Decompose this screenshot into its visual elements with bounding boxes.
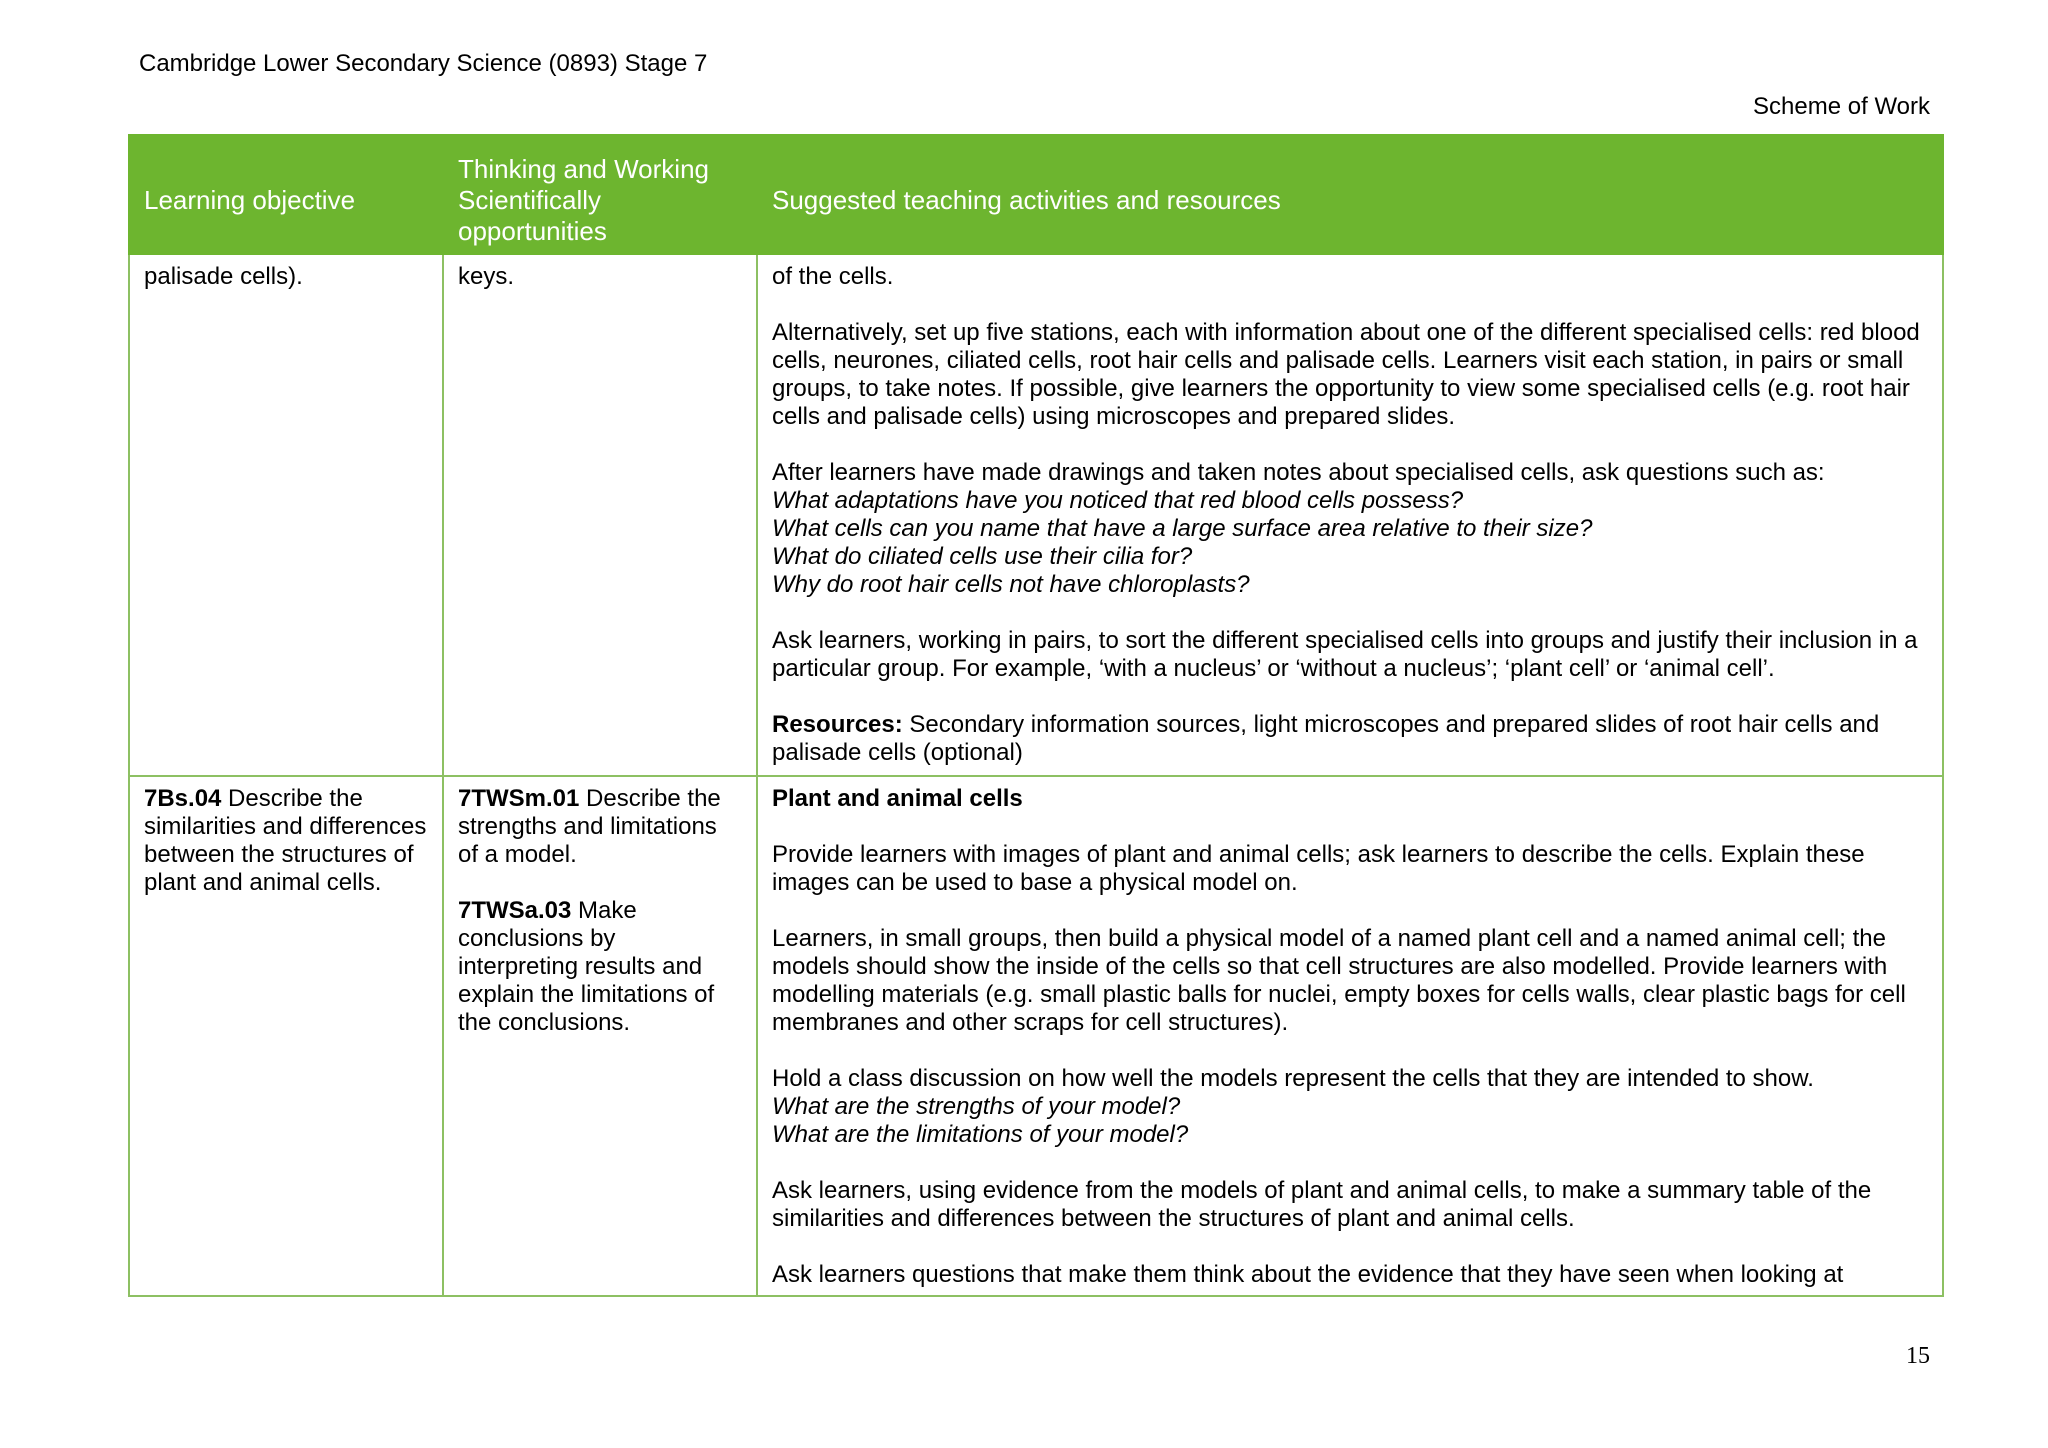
resources-paragraph	[772, 711, 1928, 767]
table-row	[129, 254, 1943, 776]
column-header-activities: Suggested teaching activities and resources	[757, 135, 1943, 254]
table-row	[129, 776, 1943, 1296]
twso-code: 7TWSa.03	[458, 897, 572, 924]
learning-objective-cell	[129, 254, 443, 776]
column-header-learning-objective: Learning objective	[129, 135, 443, 254]
activity-paragraph: Alternatively, set up five stations, each with information about one of the different specialised cells: red blood cells, neurones, ciliated cells, root hair cells and palisade cells. Learners visit each station, in pairs or small groups, to take notes. If possible, give learners the opportunity to view some specialised cells (e.g. root hair cells and palisade cells) using microscopes and prepared slides.	[772, 319, 1920, 430]
table-header-row	[129, 135, 1943, 254]
activity-paragraph: Ask learners, working in pairs, to sort the different specialised cells into groups and justify their inclusion in a particular group. For example, ‘with a nucleus’ or ‘without a nucleus’; ‘plant cell’ or ‘animal cell’.	[772, 627, 1918, 682]
discussion-question: What do ciliated cells use their cilia for?	[772, 543, 1193, 570]
discussion-question: What cells can you name that have a large surface area relative to their size?	[772, 515, 1593, 542]
discussion-question: What are the limitations of your model?	[772, 1121, 1189, 1148]
activity-question-block	[772, 1065, 1928, 1149]
page-number: 15	[1906, 1343, 1930, 1369]
activity-paragraph: Hold a class discussion on how well the models represent the cells that they are intended to show.	[772, 1065, 1814, 1092]
activities-cell	[757, 254, 1943, 776]
learning-objective-cell	[129, 776, 443, 1296]
twso-code: 7TWSm.01	[458, 785, 580, 812]
learning-objective-text: palisade cells).	[144, 263, 303, 290]
activities-cell	[757, 776, 1943, 1296]
activity-heading	[772, 785, 1928, 813]
activity-heading-text: Plant and animal cells	[772, 785, 1023, 812]
activity-question-block	[772, 459, 1928, 599]
resources-text: Secondary information sources, light microscopes and prepared slides of root hair cells and palisade cells (optional)	[772, 711, 1880, 766]
learning-objective-text: Describe the similarities and differences between the structures of plant and animal cells.	[144, 785, 427, 896]
twso-text: Make conclusions by interpreting results and explain the limitations of the conclusions.	[458, 897, 715, 1036]
twso-cell	[443, 776, 757, 1296]
twso-item	[458, 785, 742, 869]
scheme-of-work-table	[128, 134, 1942, 1297]
discussion-question: What adaptations have you noticed that red blood cells possess?	[772, 487, 1464, 514]
activity-paragraph: Ask learners, using evidence from the models of plant and animal cells, to make a summary table of the similarities and differences between the structures of plant and animal cells.	[772, 1177, 1872, 1232]
resources-label: Resources:	[772, 711, 903, 738]
discussion-question: What are the strengths of your model?	[772, 1093, 1181, 1120]
activity-paragraph: Learners, in small groups, then build a physical model of a named plant cell and a named animal cell; the models should show the inside of the cells so that cell structures are also modelled. Provide learners with modelling materials (e.g. small plastic balls for nuclei, empty boxes for cells walls, clear plastic bags for cell membranes and other scraps for cell structures).	[772, 925, 1906, 1036]
document-type: Scheme of Work	[1753, 93, 1930, 120]
document-title: Cambridge Lower Secondary Science (0893) Stage 7	[139, 50, 708, 77]
column-header-twso: Thinking and Working Scientifically opportunities	[443, 135, 757, 254]
activity-paragraph: of the cells.	[772, 263, 894, 290]
activity-paragraph: Ask learners questions that make them think about the evidence that they have seen when looking at	[772, 1261, 1844, 1288]
twso-text: Describe the strengths and limitations of a model.	[458, 785, 721, 868]
activity-paragraph: Provide learners with images of plant and animal cells; ask learners to describe the cells. Explain these images can be used to base a physical model on.	[772, 841, 1865, 896]
objective-code: 7Bs.04	[144, 785, 222, 812]
twso-item	[458, 897, 742, 1037]
activity-paragraph: After learners have made drawings and taken notes about specialised cells, ask questions such as:	[772, 459, 1825, 486]
twso-text: keys.	[458, 263, 515, 290]
twso-cell	[443, 254, 757, 776]
discussion-question: Why do root hair cells not have chloroplasts?	[772, 571, 1250, 598]
